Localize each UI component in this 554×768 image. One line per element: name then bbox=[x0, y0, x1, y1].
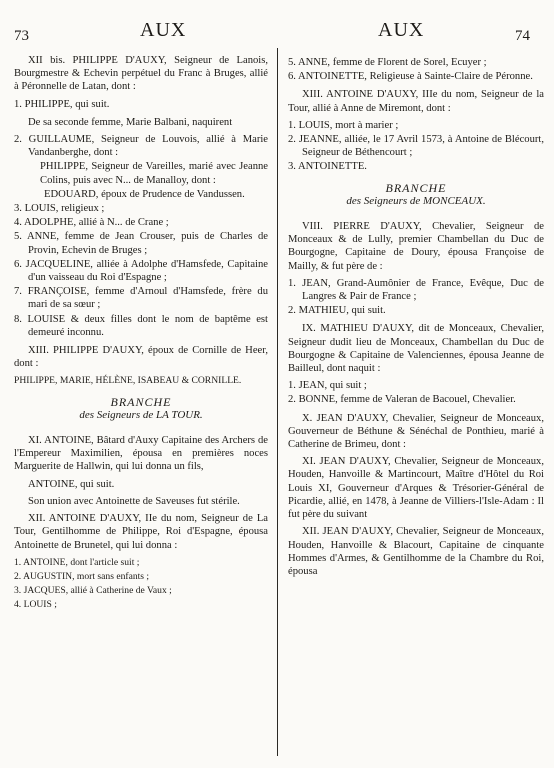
children-list-xiii bbox=[288, 119, 544, 174]
branch-subheading: des Seigneurs de MONCEAUX. bbox=[346, 194, 486, 207]
entry-xiii-children: PHILIPPE, MARIE, HÉLÈNE, ISABEAU & CORNILLE. bbox=[14, 375, 242, 387]
list-item: 2. GUILLAUME, Seigneur de Louvois, allié à Marie Vandanberghe, dont : bbox=[14, 134, 268, 159]
children-list-2 bbox=[14, 133, 268, 339]
entry-x: X. JEAN D'AUXY, Chevalier, Seigneur de Monceaux, Gouverneur de Béthune & Sénéchal de Ponthieu, marié à Catherine de Brimeu, dont : bbox=[288, 412, 544, 451]
entry-xiii-right: XIII. ANTOINE D'AUXY, IIIe du nom, Seigneur de la Tour, allié à Anne de Miremont, dont : bbox=[288, 89, 544, 114]
list-item: 4. ADOLPHE, allié à N... de Crane ; bbox=[14, 217, 169, 229]
list-item: 7. FRANÇOISE, femme d'Arnoul d'Hamsfede, frère du mari de sa sœur ; bbox=[14, 286, 268, 311]
list-item: 4. LOUIS ; bbox=[14, 599, 57, 611]
list-item: 2. AUGUSTIN, mort sans enfants ; bbox=[14, 570, 150, 582]
list-item: 2. BONNE, femme de Valeran de Bacouel, Chevalier. bbox=[288, 394, 516, 406]
list-item: 5. ANNE, femme de Florent de Sorel, Ecuyer ; bbox=[288, 57, 487, 68]
entry-xiii: XIII. PHILIPPE D'AUXY, époux de Cornille de Heer, dont : bbox=[14, 345, 268, 370]
entry-ix: IX. MATHIEU D'AUXY, dit de Monceaux, Chevalier, Seigneur dudit lieu de Monceaux, Chambellan du Duc de Bourgogne & Capitaine de Valenciennes, épousa Jeanne de Bailleul, dont naquit : bbox=[288, 323, 544, 375]
list-subitem-nested: EDOUARD, époux de Prudence de Vandussen. bbox=[44, 188, 245, 200]
list-item: 3. LOUIS, religieux ; bbox=[14, 203, 105, 215]
left-page-number: 73 bbox=[14, 28, 29, 44]
right-page-number: 74 bbox=[515, 28, 530, 44]
children-list-1 bbox=[14, 98, 268, 111]
list-subitem: PHILIPPE, Seigneur de Vareilles, marié avec Jeanne Colins, puis avec N... de Manalloy, dont : bbox=[40, 161, 268, 186]
entry-xii-bis: XII bis. PHILIPPE D'AUXY, Seigneur de Lanois, Bourgmestre & Echevin perpétuel du Franc à Bruges, allié à Péronnelle de Latan, dont : bbox=[14, 55, 268, 93]
list-item: 1. JEAN, qui suit ; bbox=[288, 380, 367, 392]
branch-heading: BRANCHE bbox=[385, 180, 447, 195]
right-column bbox=[288, 54, 544, 582]
left-running-head: AUX bbox=[140, 19, 187, 41]
page-header bbox=[0, 18, 554, 48]
second-wife-paragraph: De sa seconde femme, Marie Balbani, naquirent bbox=[28, 116, 233, 128]
list-item: 1. PHILIPPE, qui suit. bbox=[14, 98, 110, 110]
list-item: 3. ANTOINETTE. bbox=[288, 161, 367, 173]
children-list-ix bbox=[288, 379, 544, 406]
children-list-top bbox=[288, 56, 544, 83]
list-item: 6. ANTOINETTE, Religieuse à Sainte-Claire de Péronne. bbox=[288, 71, 533, 83]
branch-subheading: des Seigneurs de LA TOUR. bbox=[79, 408, 203, 421]
right-running-head: AUX bbox=[378, 19, 425, 41]
list-item: 1. ANTOINE, dont l'article suit ; bbox=[14, 556, 140, 568]
branch-heading: BRANCHE bbox=[110, 394, 172, 409]
children-list-viii bbox=[288, 277, 544, 318]
entry-viii: VIII. PIERRE D'AUXY, Chevalier, Seigneur de Monceaux & de Lully, premier Chambellan du Duc de Bourgogne, Capitaine de Doury, épousa Françoise de Mailly, & fut père de : bbox=[288, 221, 544, 272]
left-column bbox=[14, 54, 268, 617]
list-item: 6. JACQUELINE, alliée à Adolphe d'Hamsfede, Capitaine d'un vaisseau du Roi d'Espagne ; bbox=[14, 258, 268, 284]
union-paragraph: Son union avec Antoinette de Saveuses fut stérile. bbox=[28, 495, 240, 507]
list-item: 8. LOUISE & deux filles dont le nom de baptême est demeuré inconnu. bbox=[14, 313, 268, 338]
list-item: 3. JACQUES, allié à Catherine de Vaux ; bbox=[14, 585, 172, 597]
list-item: 2. JEANNE, alliée, le 17 Avril 1573, à Antoine de Blécourt, Seigneur de Béthencourt ; bbox=[288, 134, 544, 159]
list-item: 1. JEAN, Grand-Aumônier de France, Evêque, Duc de Langres & Pair de France ; bbox=[288, 277, 544, 303]
entry-xii: XII. ANTOINE D'AUXY, IIe du nom, Seigneur de La Tour, Gentilhomme de Philippe, Roi d'Espagne, épousa Antoinette de Brunetel, qui lui donna : bbox=[14, 513, 268, 551]
list-item: 2. MATHIEU, qui suit. bbox=[288, 305, 386, 317]
column-divider bbox=[277, 48, 278, 756]
list-item: 1. LOUIS, mort à marier ; bbox=[288, 119, 399, 131]
list-item: 5. ANNE, femme de Jean Crouser, puis de Charles de Provin, Echevin de Bruges ; bbox=[14, 231, 268, 256]
entry-xi-son: ANTOINE, qui suit. bbox=[28, 478, 115, 490]
children-list-3 bbox=[14, 556, 268, 612]
entry-xii-right: XII. JEAN D'AUXY, Chevalier, Seigneur de Monceaux, Houden, Hanvoille & Blacourt, Capitaine de cinquante Hommes d'Armes, & Gentilhomme de la Chambre du Roi, épousa bbox=[288, 526, 544, 577]
entry-xi: XI. ANTOINE, Bâtard d'Auxy Capitaine des Archers de l'Empereur Maximilien, épousa en premières noces Marguerite de Hallwin, qui lui donna un fils, bbox=[14, 435, 268, 473]
entry-xi-right: XI. JEAN D'AUXY, Chevalier, Seigneur de Monceaux, Houden, Hanvoille & Martincourt, Maître d'Hôtel du Roi Louis XI, Gouverneur d'Arques & Trésorier-Général de Picardie, allié, en 1478, à Jeanne de Villiers-l'Isle-Adam : Il fut père du suivant bbox=[288, 456, 544, 521]
